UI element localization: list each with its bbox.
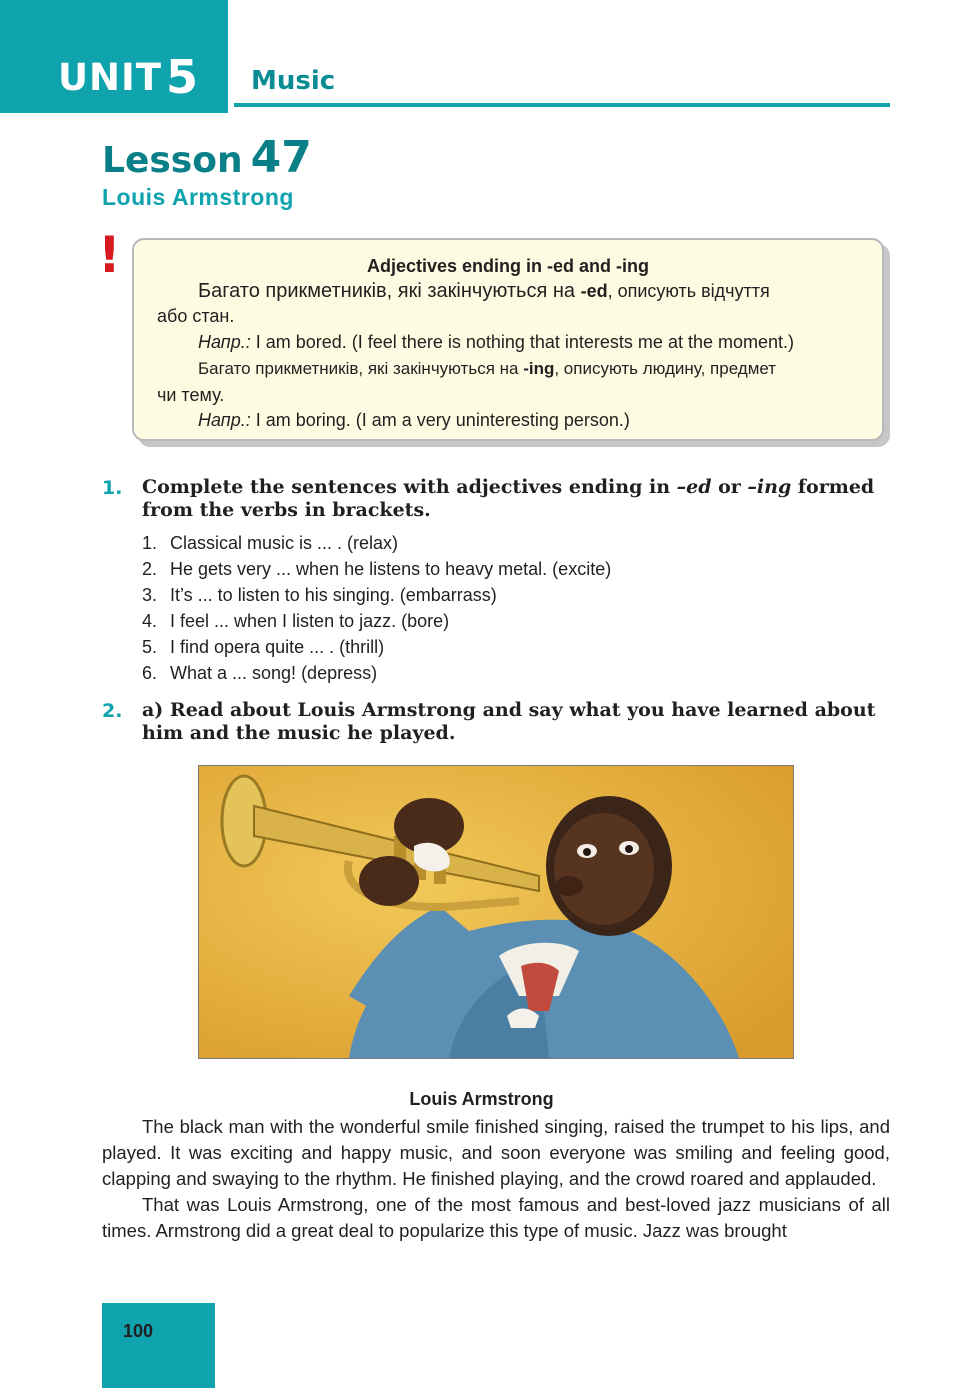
- rule-line-2: або стан.: [157, 306, 235, 326]
- unit-title: Music: [251, 66, 336, 96]
- exercise-1-list: [142, 530, 611, 686]
- header-divider: [234, 103, 890, 107]
- lesson-number: 47: [250, 132, 312, 183]
- rule-line-5: чи тему.: [157, 385, 225, 405]
- reading-paragraph-2: That was Louis Armstrong, one of the most famous and best-loved jazz musicians of all times. Armstrong did a great deal to popularize this type of music. Jazz was brought: [102, 1194, 890, 1241]
- reading-text: [102, 1114, 890, 1244]
- reading-title: Louis Armstrong: [409, 1089, 554, 1109]
- exercise-2-number: 2.: [102, 700, 123, 722]
- exercise-2-instruction: a) Read about Louis Armstrong and say what you have learned about him and the music he played.: [142, 699, 876, 744]
- page-number: 100: [123, 1321, 154, 1341]
- list-item: 6. What a ... song! (depress): [142, 663, 378, 683]
- louis-armstrong-photo: [198, 765, 794, 1059]
- unit-label: UNIT: [58, 56, 163, 99]
- list-item: 2. He gets very ... when he listens to heavy metal. (excite): [142, 559, 612, 579]
- grammar-rule-box: [132, 238, 884, 441]
- exercise-1-instruction: Complete the sentences with adjectives ending in –ed or –ing formed from the verbs in brackets.: [142, 476, 875, 521]
- rule-line-4: Багато прикметників, які закінчуються на -ing, описують людину, предмет: [198, 359, 777, 378]
- rule-line-1: Багато прикметників, які закінчуються на -ed, описують відчуття: [198, 280, 770, 302]
- list-item: 3. It’s ... to listen to his singing. (embarrass): [142, 585, 497, 605]
- lesson-heading: [102, 132, 312, 183]
- rule-example-1: Напр.: I am bored. (I feel there is nothing that interests me at the moment.): [198, 332, 794, 352]
- lesson-subtitle: Louis Armstrong: [102, 184, 294, 210]
- exercise-1-number: 1.: [102, 477, 123, 499]
- unit-number: 5: [166, 50, 199, 104]
- reading-paragraph-1: The black man with the wonderful smile finished singing, raised the trumpet to his lips, and played. It was exciting and happy music, and soon everyone was smiling and feeling good, clapping and swaying to the rhythm. He finished playing, and the crowd roared and applauded.: [102, 1116, 890, 1189]
- list-item: 5. I find opera quite ... . (thrill): [142, 637, 385, 657]
- page-number-block: [102, 1303, 215, 1388]
- trumpet-player-illustration: [199, 766, 793, 1058]
- unit-header-block: [0, 0, 228, 113]
- list-item: 4. I feel ... when I listen to jazz. (bore): [142, 611, 450, 631]
- rule-title: Adjectives ending in -ed and -ing: [366, 256, 650, 276]
- rule-example-2: Напр.: I am boring. (I am a very uninteresting person.): [198, 410, 630, 430]
- exclamation-icon: !: [98, 226, 121, 284]
- list-item: 1. Classical music is ... . (relax): [142, 533, 399, 553]
- lesson-word: Lesson: [102, 140, 243, 181]
